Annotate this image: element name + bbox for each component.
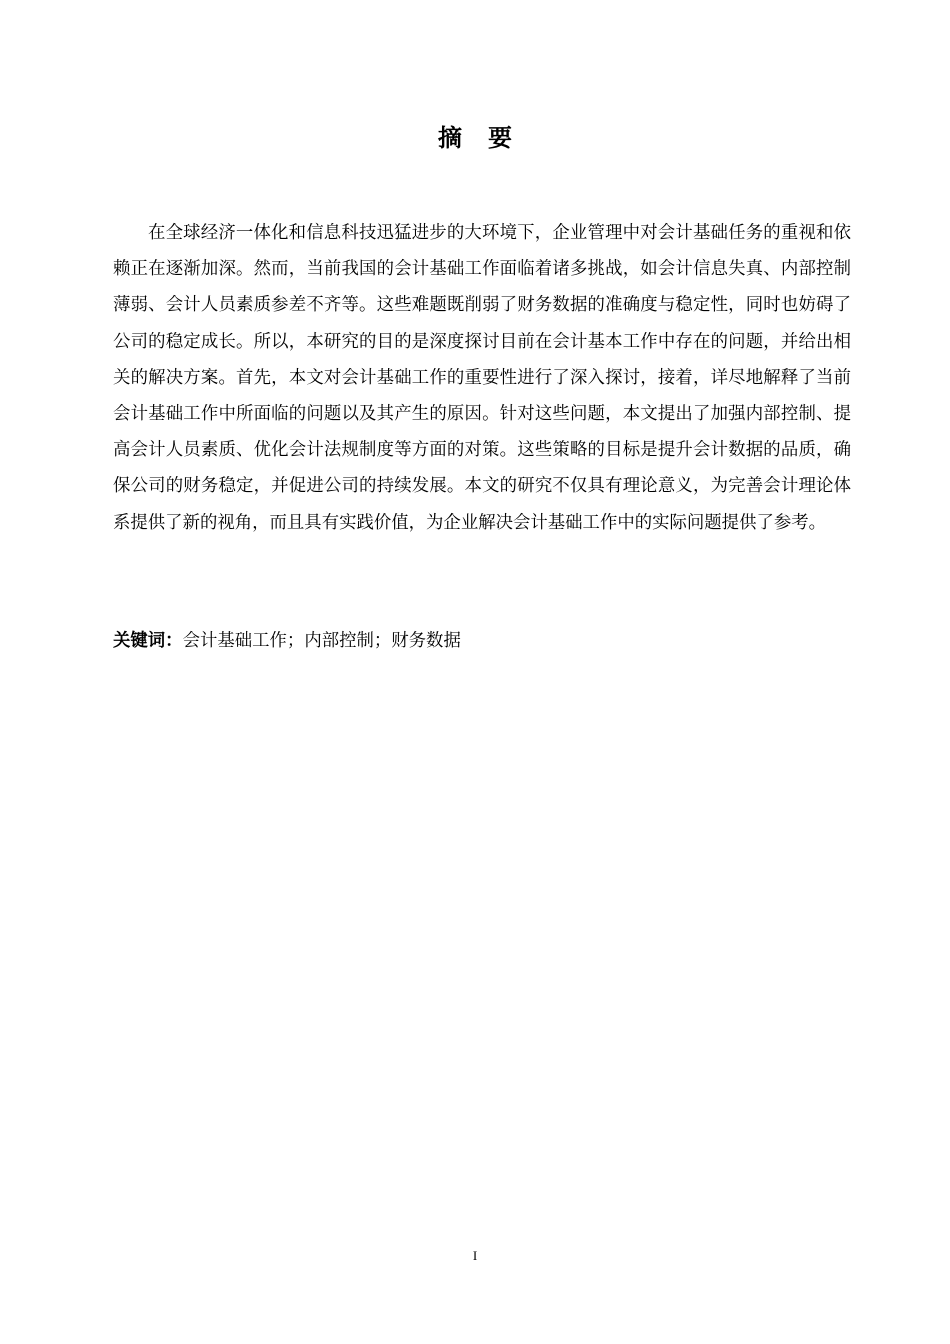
- keywords-label: 关键词：: [113, 631, 183, 651]
- keywords-text: 会计基础工作；内部控制；财务数据: [182, 631, 461, 651]
- keywords-line: [113, 626, 851, 656]
- page-number: I: [472, 1248, 478, 1263]
- page-title: 摘要: [438, 124, 538, 152]
- abstract-paragraph: 在全球经济一体化和信息科技迅猛进步的大环境下，企业管理中对会计基础任务的重视和依赖正在逐渐加深。然而，当前我国的会计基础工作面临着诸多挑战，如会计信息失真、内部控制薄弱、会计人员素质参差不齐等。这些难题既削弱了财务数据的准确度与稳定性，同时也妨碍了公司的稳定成长。所以，本研究的目的是深度探讨目前在会计基本工作中存在的问题，并给出相关的解决方案。首先，本文对会计基础工作的重要性进行了深入探讨，接着，详尽地解释了当前会计基础工作中所面临的问题以及其产生的原因。针对这些问题，本文提出了加强内部控制、提高会计人员素质、优化会计法规制度等方面的对策。这些策略的目标是提升会计数据的品质，确保公司的财务稳定，并促进公司的持续发展。本文的研究不仅具有理论意义，为完善会计理论体系提供了新的视角，而且具有实践价值，为企业解决会计基础工作中的实际问题提供了参考。: [113, 223, 851, 533]
